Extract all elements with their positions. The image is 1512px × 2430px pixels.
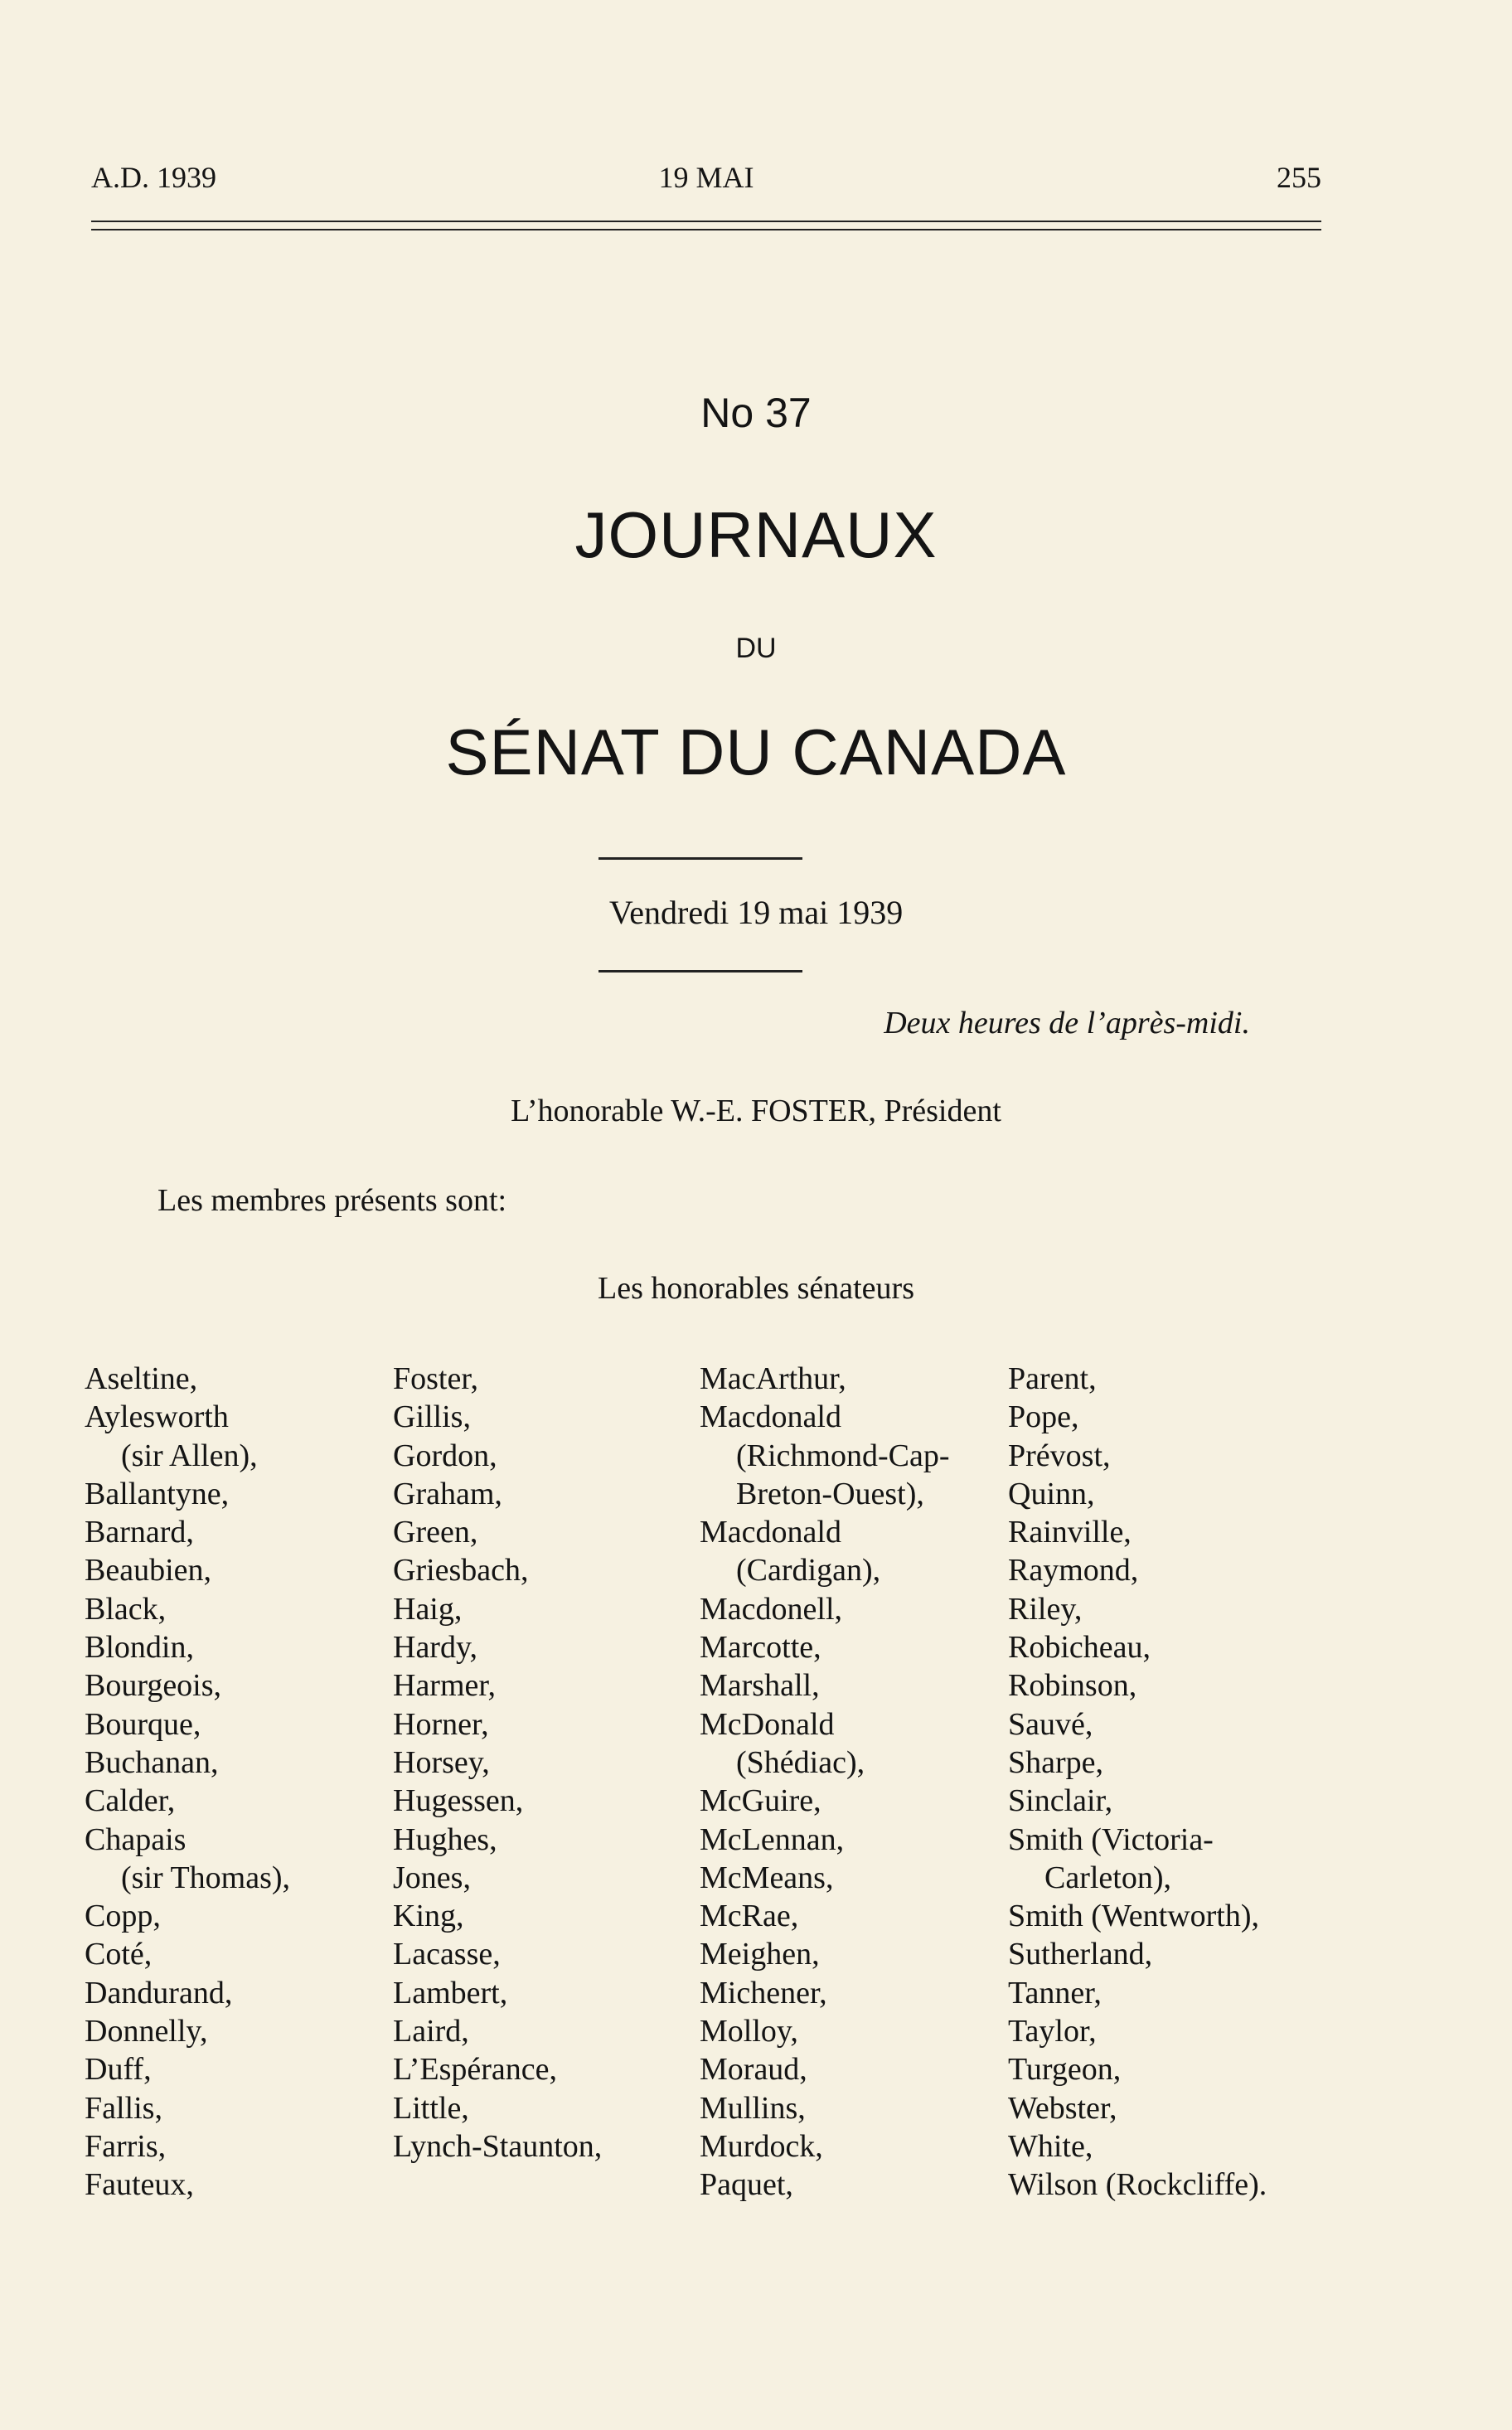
senator-name: McDonald [700, 1706, 835, 1742]
senator-name: Green, [393, 1515, 478, 1550]
senator-name: Lambert, [393, 1975, 508, 2010]
senator-name: (Shédiac), [736, 1744, 865, 1780]
senator-name: McRae, [700, 1899, 799, 1934]
senator-name: Barnard, [85, 1515, 194, 1550]
journal-number: No 37 [700, 390, 812, 436]
senator-name: Webster, [1008, 2090, 1117, 2126]
divider-top [598, 857, 802, 860]
senator-name: White, [1008, 2128, 1093, 2164]
senator-name: Sharpe, [1008, 1744, 1104, 1780]
senator-name: Hardy, [393, 1630, 477, 1666]
senator-name: Riley, [1008, 1591, 1083, 1627]
senator-name: McGuire, [700, 1783, 821, 1819]
senator-name: Black, [85, 1591, 167, 1627]
senator-name: Meighen, [700, 1937, 820, 1972]
header-year: A.D. 1939 [91, 161, 216, 194]
senator-name: Graham, [393, 1476, 502, 1511]
senator-name: Sutherland, [1008, 1937, 1153, 1972]
senator-name: Fauteux, [85, 2167, 194, 2203]
senator-name: Molloy, [700, 2014, 798, 2049]
senator-name: Farris, [85, 2128, 167, 2164]
senator-name: Hughes, [393, 1821, 497, 1857]
senator-name: Duff, [85, 2052, 152, 2088]
senator-name: Buchanan, [85, 1744, 219, 1780]
senator-name: Sinclair, [1008, 1783, 1113, 1819]
senator-name: Robinson, [1008, 1668, 1137, 1704]
senator-name: Chapais [85, 1821, 187, 1857]
page-subtitle: SÉNAT DU CANADA [445, 715, 1067, 788]
senator-name: Macdonald [700, 1515, 841, 1550]
senator-name: Little, [393, 2090, 469, 2126]
senator-name: Robicheau, [1008, 1630, 1151, 1666]
senator-name: Bourque, [85, 1706, 201, 1742]
senator-name: Raymond, [1008, 1553, 1139, 1588]
senator-name: Macdonald [700, 1399, 841, 1435]
senator-name: Mullins, [700, 2090, 806, 2126]
senator-name: Moraud, [700, 2052, 807, 2088]
header-date: 19 MAI [658, 161, 754, 194]
senator-name: Tanner, [1008, 1975, 1102, 2010]
senator-name: Foster, [393, 1361, 478, 1396]
senator-name: (Cardigan), [736, 1553, 881, 1588]
senator-name: Prévost, [1008, 1438, 1111, 1473]
senator-name: Ballantyne, [85, 1476, 230, 1511]
senator-name: Gordon, [393, 1438, 497, 1473]
senator-name: Donnelly, [85, 2014, 208, 2049]
senators-column-2 [393, 1360, 602, 2166]
senator-name: Dandurand, [85, 1975, 233, 2010]
senator-name: Breton-Ouest), [736, 1476, 924, 1511]
senator-name: (Richmond-Cap- [736, 1438, 950, 1473]
running-header [91, 159, 1321, 196]
president-line: L’honorable W.-E. FOSTER, Président [511, 1094, 1001, 1128]
senator-name: Turgeon, [1008, 2052, 1122, 2088]
senator-name: Smith (Victoria- [1008, 1821, 1214, 1857]
senator-name: Aylesworth [85, 1399, 229, 1435]
senator-name: Horsey, [393, 1744, 490, 1780]
senator-name: Quinn, [1008, 1476, 1095, 1511]
senator-name: King, [393, 1899, 464, 1934]
senator-name: Murdock, [700, 2128, 823, 2164]
session-time: Deux heures de l’après-midi. [884, 1006, 1250, 1040]
senator-name: Taylor, [1008, 2014, 1097, 2049]
senator-name: McMeans, [700, 1860, 834, 1895]
senator-name: Copp, [85, 1899, 161, 1934]
members-intro: Les membres présents sont: [158, 1183, 507, 1218]
senator-name: (sir Thomas), [121, 1860, 291, 1895]
senator-name: Bourgeois, [85, 1668, 222, 1704]
senator-name: Pope, [1008, 1399, 1079, 1435]
senator-name: Laird, [393, 2014, 469, 2049]
senator-name: Horner, [393, 1706, 489, 1742]
senator-name: Fallis, [85, 2090, 162, 2126]
senator-name: (sir Allen), [121, 1438, 258, 1473]
senator-name: Michener, [700, 1975, 827, 2010]
senator-name: Haig, [393, 1591, 463, 1627]
senator-name: Wilson (Rockcliffe). [1008, 2167, 1267, 2203]
page-number: 255 [1277, 161, 1321, 194]
senator-name: Parent, [1008, 1361, 1097, 1396]
senator-name: Hugessen, [393, 1783, 524, 1819]
senator-name: MacArthur, [700, 1361, 846, 1396]
senator-name: L’Espérance, [393, 2052, 557, 2088]
senators-column-4 [1008, 1360, 1267, 2204]
header-double-rule [91, 221, 1321, 230]
senator-name: Blondin, [85, 1630, 194, 1666]
senator-name: Marcotte, [700, 1630, 821, 1666]
senator-name: Calder, [85, 1783, 176, 1819]
senator-name: Marshall, [700, 1668, 820, 1704]
senator-name: Paquet, [700, 2167, 793, 2203]
senators-heading: Les honorables sénateurs [598, 1271, 914, 1306]
senator-name: Jones, [393, 1860, 471, 1895]
page-title: JOURNAUX [574, 498, 938, 571]
divider-bottom [598, 970, 802, 972]
senator-name: Lynch-Staunton, [393, 2128, 603, 2164]
senator-name: Beaubien, [85, 1553, 212, 1588]
senator-name: Macdonell, [700, 1591, 843, 1627]
senators-column-1 [85, 1360, 290, 2204]
session-date: Vendredi 19 mai 1939 [608, 894, 904, 931]
senator-name: Harmer, [393, 1668, 497, 1704]
senator-name: Carleton), [1044, 1860, 1172, 1895]
senator-name: Sauvé, [1008, 1706, 1093, 1742]
senator-name: Lacasse, [393, 1937, 501, 1972]
senator-name: Coté, [85, 1937, 153, 1972]
senator-name: Aseltine, [85, 1361, 198, 1396]
senator-name: Rainville, [1008, 1515, 1132, 1550]
senator-name: Gillis, [393, 1399, 471, 1435]
senator-name: McLennan, [700, 1821, 845, 1857]
title-du: DU [735, 633, 777, 664]
senators-column-3 [700, 1360, 950, 2204]
senator-name: Smith (Wentworth), [1008, 1899, 1260, 1934]
senator-name: Griesbach, [393, 1553, 529, 1588]
